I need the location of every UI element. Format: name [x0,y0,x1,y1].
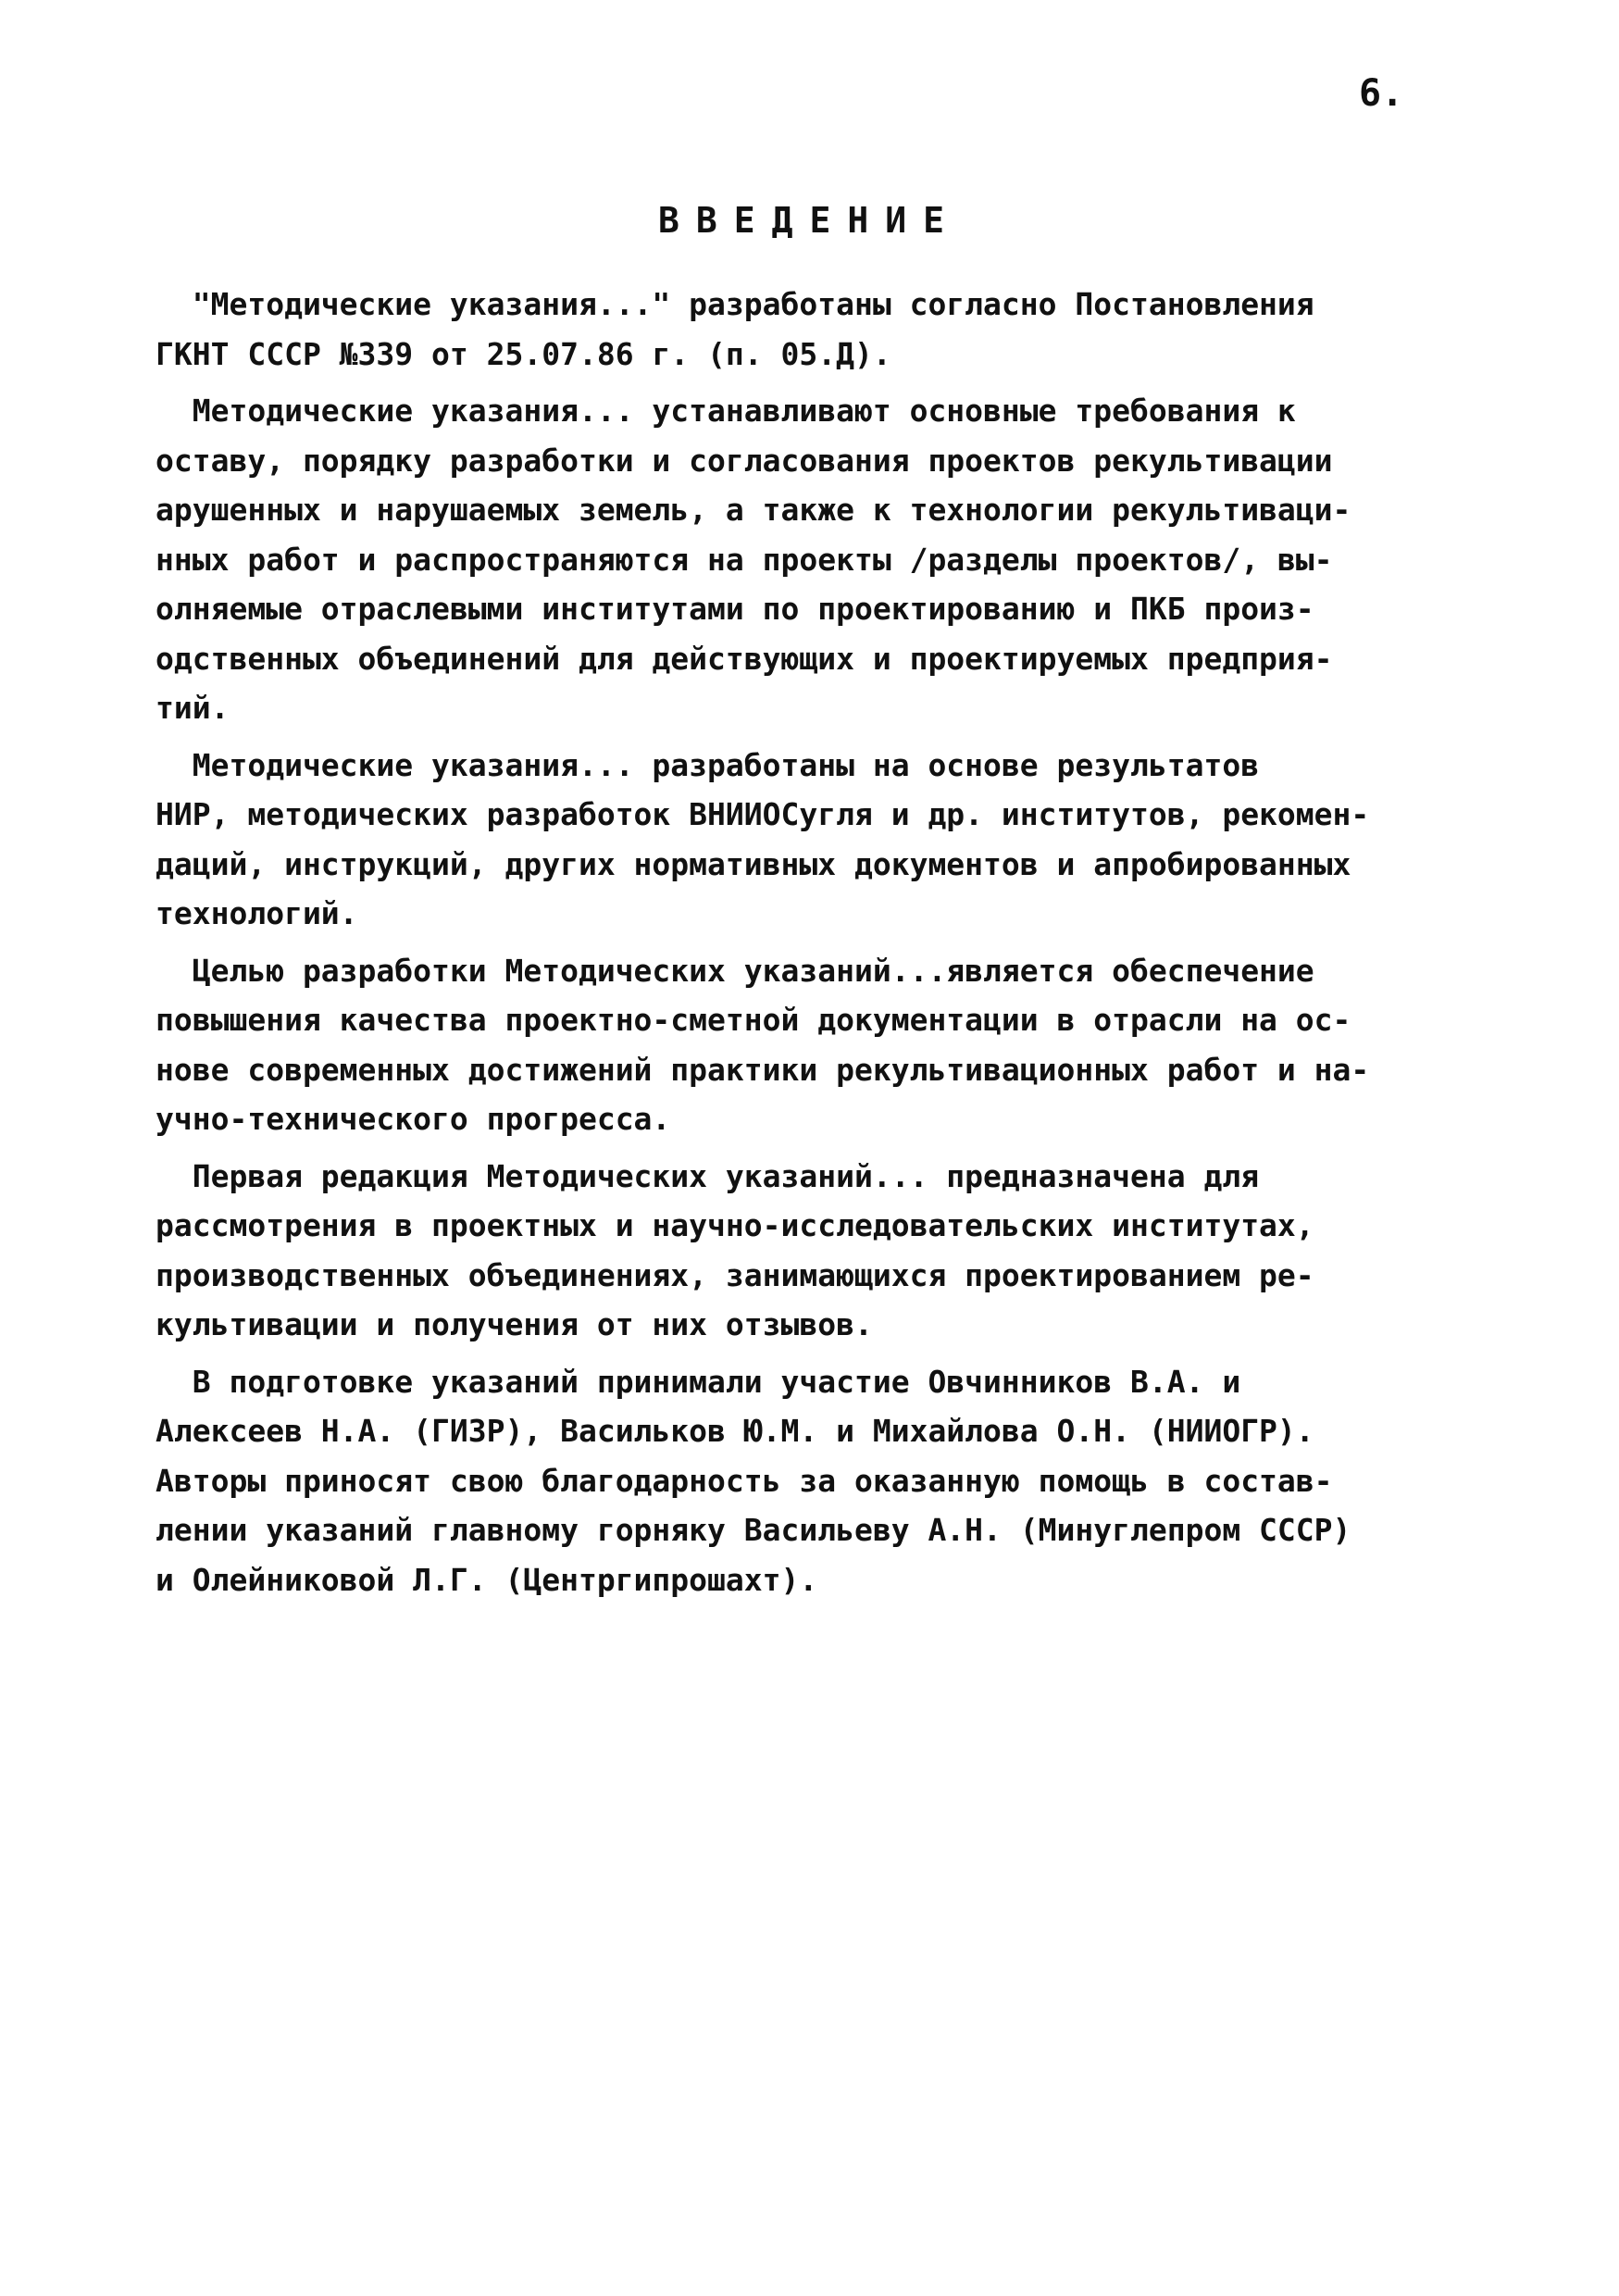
text-line: Целью разработки Методических указаний...является обеспечение [156,952,1314,989]
text-line: В подготовке указаний принимали участие Овчинников В.А. и [156,1363,1241,1400]
paragraph [156,1152,1451,1350]
text-line: рассмотрения в проектных и научно-исследовательских институтах, [156,1207,1314,1243]
text-line: арушенных и нарушаемых земель, а также к технологии рекультиваци- [156,492,1351,528]
paragraph [156,946,1451,1144]
paragraph [156,280,1451,379]
text-line: повышения качества проектно-сметной документации в отрасли на ос- [156,1002,1351,1038]
text-line: и Олейниковой Л.Г. (Центргипрошахт). [156,1561,818,1598]
paragraph [156,1357,1451,1605]
text-line: Методические указания... разработаны на основе результатов [156,746,1260,783]
paragraph [156,386,1451,733]
text-line: нных работ и распространяются на проекты /разделы проектов/, вы- [156,541,1333,578]
text-line: культивации и получения от них отзывов. [156,1306,873,1342]
text-line: "Методические указания..." разработаны согласно Постановления [156,286,1314,322]
text-line: учно-технического прогресса. [156,1101,671,1137]
text-line: Алексеев Н.А. (ГИЗР), Васильков Ю.М. и Михайлова О.Н. (НИИОГР). [156,1413,1314,1449]
document-body [156,280,1451,1612]
text-line: производственных объединениях, занимающихся проектированием ре- [156,1256,1314,1293]
text-line: Первая редакция Методических указаний... предназначена для [156,1157,1260,1194]
text-line: Авторы приносят свою благодарность за оказанную помощь в состав- [156,1462,1333,1499]
paragraph [156,741,1451,939]
text-line: оставу, порядку разработки и согласования проектов рекультивации [156,442,1333,479]
text-line: ГКНТ СССР №339 от 25.07.86 г. (п. 05.Д). [156,335,891,372]
text-line: лении указаний главному горняку Васильеву А.Н. (Минуглепром СССР) [156,1512,1351,1548]
text-line: тий. [156,690,230,726]
text-line: нове современных достижений практики рекультивационных работ и на- [156,1051,1370,1088]
text-line: НИР, методических разработок ВНИИОСугля и др. институтов, рекомен- [156,796,1370,832]
text-line: технологий. [156,895,358,931]
page-number: 6. [1359,72,1404,115]
text-line: даций, инструкций, других нормативных документов и апробированных [156,845,1351,882]
page-title: ВВЕДЕНИЕ [657,200,962,241]
text-line: Методические указания... устанавливают основные требования к [156,393,1296,429]
text-line: одственных объединений для действующих и проектируемых предприя- [156,640,1333,677]
text-line: олняемые отраслевыми институтами по проектированию и ПКБ произ- [156,591,1314,627]
